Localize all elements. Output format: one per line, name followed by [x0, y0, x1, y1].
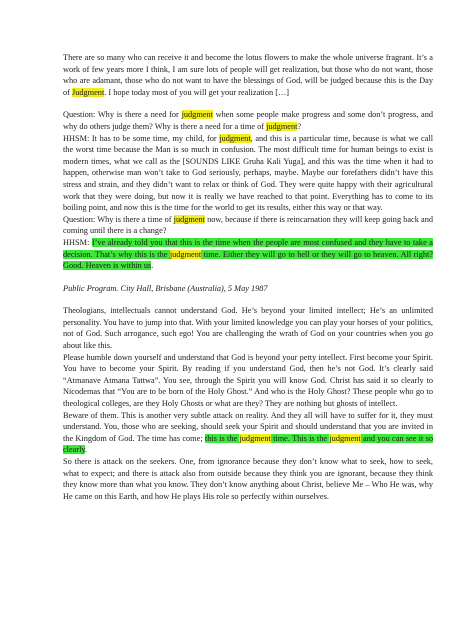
paragraph-beware: Beware of them. This is another very subtle attack on reality. And they all will have to suffer for it, they must understand. You, those who are seeking, should seek your Spirit and should understand that you are invited in the Kingdom of God. The time has come; this is the judgment time. This is the judgment and you can see it so clearly. — [63, 410, 433, 455]
spacer — [63, 294, 433, 305]
answer-2: HHSM: I’ve already told you that this is the time when the people are most confused and they have to take a decision. That’s why this is the judgment time. Either they will go to hell or they will go to heaven. All right? Good. Heaven is within us. — [63, 237, 433, 271]
highlight-green: time. Either they will go to hell or they will go to heaven. All right? Good. Heaven is within us — [63, 249, 433, 271]
spacer — [63, 272, 433, 283]
question-1: Question: Why is there a need for judgment when some people make progress and some don’t progress, and why do others judge them? Why is there a need for a time of judgment? — [63, 110, 433, 131]
highlight-green: and you can see it so clearly — [63, 433, 433, 455]
answer-1: HHSM: It has to be some time, my child, for judgment, and this is a particular time, because is what we call the worst time because the Man is so much in confusion. The most difficult time for human beings to exist is modern times, what we call as the [SOUNDS LIKE Gruha Kali Yuga], and this was the time when it had to happen, otherwise man won’t take to God seriously, perhaps, maybe. Maybe our forefathers didn’t have this stress and strain, and they didn’t want to relax or think of God. They were quite happy with their agricultural work that they were doing, but now it is really we have reached to that point. Everything has to come to its boiling point, and now this is the time for the world to get its results, either this way or that way. — [63, 133, 433, 213]
highlight-judgment: judgment — [266, 121, 298, 131]
highlight-green: this is the — [204, 433, 240, 443]
paragraph-humble: Please humble down yourself and understand that God is beyond your petty intellect. First become your Spirit. You have to become your Spirit. By reading if you understand God, then he’s not God. It’s clearly said “Atmanave Atmana Tattwa”. You see, through the Spirit you will know God. Christ has said it so clearly to Nicodemas that “You are to be born of the Holy Ghost.” And who is the Holy Ghost? These people who go to theological colleges, are they Holy Ghosts or what are they? They are nothing but ghosts of intellect. — [63, 352, 433, 409]
spacer — [63, 98, 433, 109]
highlight-judgment: judgment — [239, 433, 271, 443]
highlight-judgment: judgment — [181, 110, 213, 120]
highlight-judgment: Judgment — [72, 87, 105, 97]
paragraph-seekers: So there is attack on the seekers. One, from ignorance because they don’t know what to seek, how to seek, what to expect; and there is attack also from outside because they think you are ignorant, because they think they know more than what you know. They don’t know anything about Christ, believe Me – Who He was, why He came on this Earth, and how He plays His role so perfectly within ourselves. — [63, 457, 433, 501]
highlight-judgment: judgment — [169, 249, 202, 259]
highlight-judgment: judgment — [219, 133, 251, 143]
program-heading: Public Program. City Hall, Brisbane (Australia), 5 May 1987 — [63, 283, 268, 293]
highlight-green: time. This is the — [270, 433, 330, 443]
paragraph-theologians: Theologians, intellectuals cannot understand God. He’s beyond your limited intellect; He’s an unlimited personality. You have to jump into that. With your limited knowledge you can play your horses of your politics, not of God. Such arrogance, such ego! You are challenging the wrath of God on your countries when you go about like this. — [63, 306, 433, 351]
question-2: Question: Why is there a time of judgment now, because if there is reincarnation they will keep going back and coming until there is a change? — [63, 214, 433, 236]
highlight-judgment: judgment — [329, 433, 361, 443]
highlight-judgment: judgment — [173, 214, 205, 224]
highlight-green: I’ve already told you that this is the time when the people are most confused and they have to take a decision. That’s why this is the — [63, 237, 433, 259]
paragraph-intro: There are so many who can receive it and become the lotus flowers to make the whole universe fragrant. It’s a work of few years more I think, I am sure lots of people will get realization, but those who do not want, those who are adamant, those who do not want to have the blessings of God, will be judged because this is the Day of Judgment. I hope today most of you will get your realization […] — [63, 53, 433, 97]
document-page — [63, 52, 433, 502]
